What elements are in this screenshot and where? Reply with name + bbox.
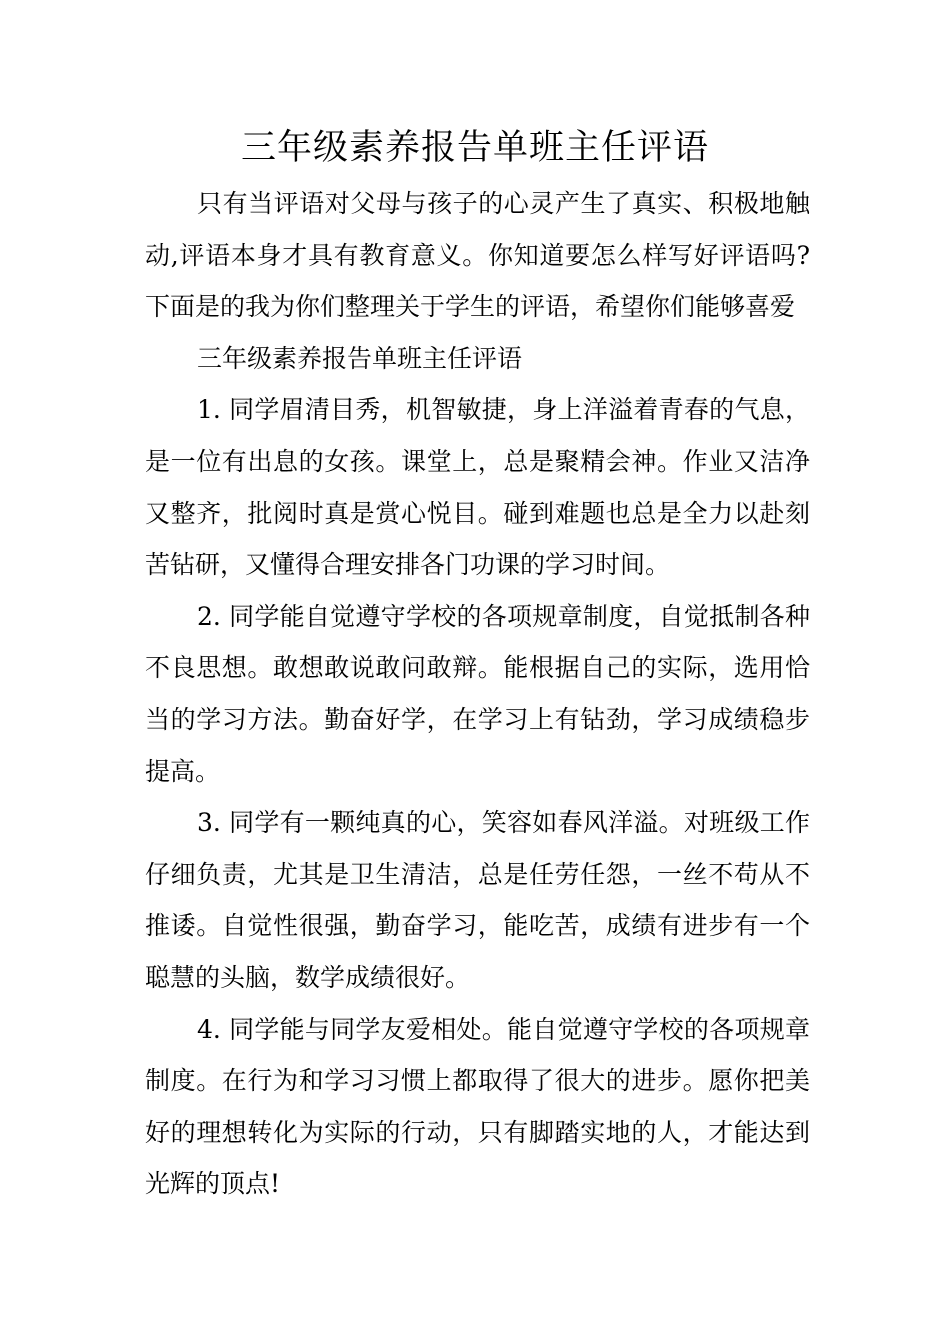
document-body — [145, 178, 810, 1210]
document-title: 三年级素养报告单班主任评语 — [240, 128, 709, 168]
comment-paragraph-3: 3. 同学有一颗纯真的心，笑容如春风洋溢。对班级工作仔细负责，尤其是卫生清洁，总是任劳任怨，一丝不苟从不推诿。自觉性很强，勤奋学习，能吃苦，成绩有进步有一个聪慧的头脑，数学成绩很好。 — [145, 808, 810, 992]
intro-paragraph: 只有当评语对父母与孩子的心灵产生了真实、积极地触动,评语本身才具有教育意义。你知道要怎么样写好评语吗?下面是的我为你们整理关于学生的评语，希望你们能够喜爱 — [145, 189, 810, 322]
comment-paragraph-1: 1. 同学眉清目秀，机智敏捷，身上洋溢着青春的气息，是一位有出息的女孩。课堂上，总是聚精会神。作业又洁净又整齐，批阅时真是赏心悦目。碰到难题也总是全力以赴刻苦钻研，又懂得合理安排各门功课的学习时间。 — [145, 395, 810, 580]
comment-paragraph-2: 2. 同学能自觉遵守学校的各项规章制度，自觉抵制各种不良思想。敢想敢说敢问敢辩。能根据自己的实际，选用恰当的学习方法。勤奋好学，在学习上有钻劲，学习成绩稳步提高。 — [145, 601, 810, 786]
comment-paragraph-4: 4. 同学能与同学友爱相处。能自觉遵守学校的各项规章制度。在行为和学习习惯上都取得了很大的进步。愿你把美好的理想转化为实际的行动，只有脚踏实地的人，才能达到光辉的顶点! — [145, 1014, 810, 1199]
section-subtitle: 三年级素养报告单班主任评语 — [197, 343, 523, 373]
